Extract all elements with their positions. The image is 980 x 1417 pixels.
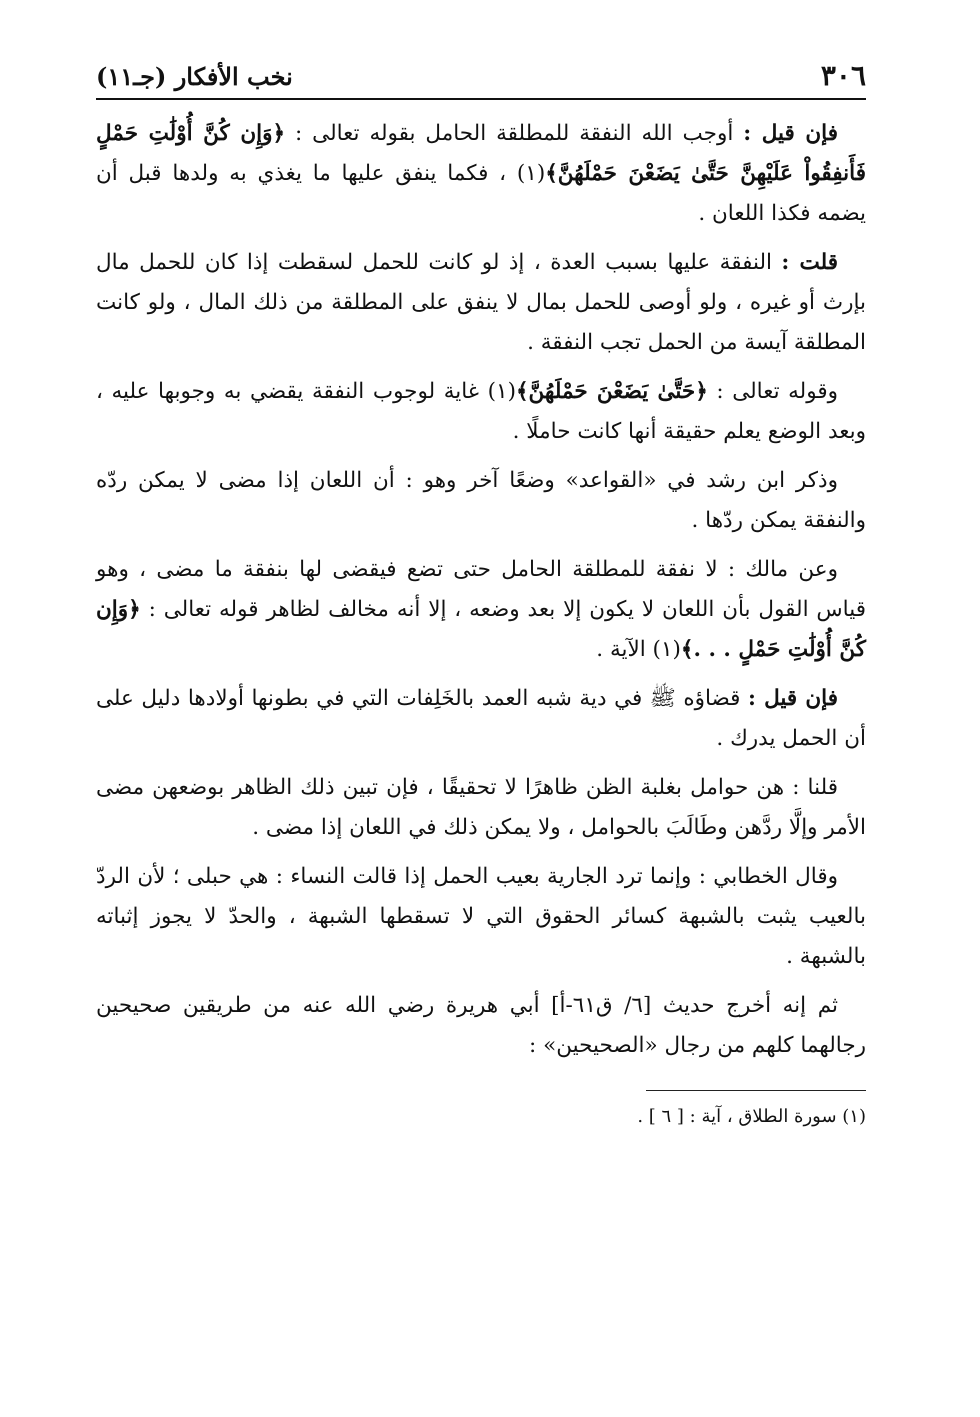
paragraph-text: قلنا : هن حوامل بغلبة الظن ظاهرًا لا تحقيقًا ، فإن تبين ذلك الظاهر بوضعهن مضى الأمر وإلَّا ردَّهن وطَالَبَ بالحوامل ، ولا يمكن ذلك في اللعان إذا مضى .: [96, 775, 866, 840]
footnote: (١) سورة الطلاق ، آية : [ ٦ ] .: [637, 1106, 866, 1127]
running-header: [96, 58, 866, 100]
paragraph-lead: قلت :: [781, 250, 838, 275]
paragraph: [96, 550, 866, 670]
paragraph-text: وذكر ابن رشد في «القواعد» وضعًا آخر وهو : أن اللعان إذا مضى لا يمكن ردّه والنفقة يمكن ردّها .: [96, 468, 866, 533]
paragraph-lead: فإن قيل :: [743, 121, 838, 146]
page-number: ٣٠٦: [820, 59, 866, 92]
body-text: [96, 114, 866, 1066]
paragraph: [96, 114, 866, 234]
paragraph: [96, 461, 866, 541]
paragraph-text: قضاؤه ﷺ في دية شبه العمد بالخَلِفات التي في بطونها أولادها دليل على أن الحمل يدرك .: [96, 686, 866, 751]
paragraph-text: وعن مالك : لا نفقة للمطلقة الحامل حتى تضع فيقضى لها بنفقة ما مضى ، وهو قياس القول بأن اللعان لا يكون إلا بعد وضعه ، إلا أنه مخالف لظاهر قوله تعالى :: [96, 557, 866, 622]
quran-quote: ﴿وَإِن كُنَّ أُوْلَٰتِ حَمْلٍ فَأَنفِقُواْ عَلَيْهِنَّ حَتَّىٰ يَضَعْنَ حَمْلَهُنَّ﴾: [96, 121, 866, 186]
paragraph-text: ثم إنه أخرج حديث [٦/ ق٦١-أ] أبي هريرة رضي الله عنه من طريقين صحيحين رجالهما كلهم من رجال «الصحيحين» :: [96, 993, 866, 1058]
paragraph-lead: فإن قيل :: [748, 686, 838, 711]
paragraph-text: (١) غاية لوجوب النفقة يقضي به وجوبها عليه ، وبعد الوضع يعلم حقيقة أنها كانت حاملًا .: [96, 379, 866, 444]
paragraph: [96, 372, 866, 452]
book-page: [96, 58, 866, 1131]
paragraph: [96, 243, 866, 363]
paragraph-text: وقوله تعالى :: [707, 379, 839, 404]
paragraph: [96, 768, 866, 848]
quran-quote: ﴿حَتَّىٰ يَضَعْنَ حَمْلَهُنَّ﴾: [515, 379, 708, 404]
paragraph-text: (١) الآية .: [596, 637, 681, 662]
paragraph: [96, 986, 866, 1066]
paragraph: [96, 679, 866, 759]
book-title: نخب الأفكار (جـ١١): [96, 62, 293, 91]
quran-quote: ﴿وَإِن كُنَّ أُوْلَٰتِ حَمْلٍ . . .﴾: [96, 597, 866, 662]
paragraph: [96, 857, 866, 977]
paragraph-text: أوجب الله النفقة للمطلقة الحامل بقوله تعالى :: [285, 121, 734, 146]
paragraph-text: (١) ، فكما ينفق عليها ما يغذي به ولدها قبل أن يضمه فكذا اللعان .: [96, 161, 866, 226]
paragraph-text: النفقة عليها بسبب العدة ، إذ لو كانت للحمل لسقطت إذا كان للحمل مال بإرث أو غيره ، ولو أوصى للحمل بمال لا ينفق على المطلقة من ذلك المال ، ولو كانت المطلقة آيسة من الحمل تجب النفقة .: [96, 250, 866, 355]
footnote-divider: [646, 1090, 866, 1091]
paragraph-text: وقال الخطابي : وإنما ترد الجارية بعيب الحمل إذا قالت النساء : هي حبلى ؛ لأن الردّ بالعيب يثبت بالشبهة كسائر الحقوق التي لا تسقطها الشبهة ، والحدّ لا يجوز إثباته بالشبهة .: [96, 864, 866, 969]
